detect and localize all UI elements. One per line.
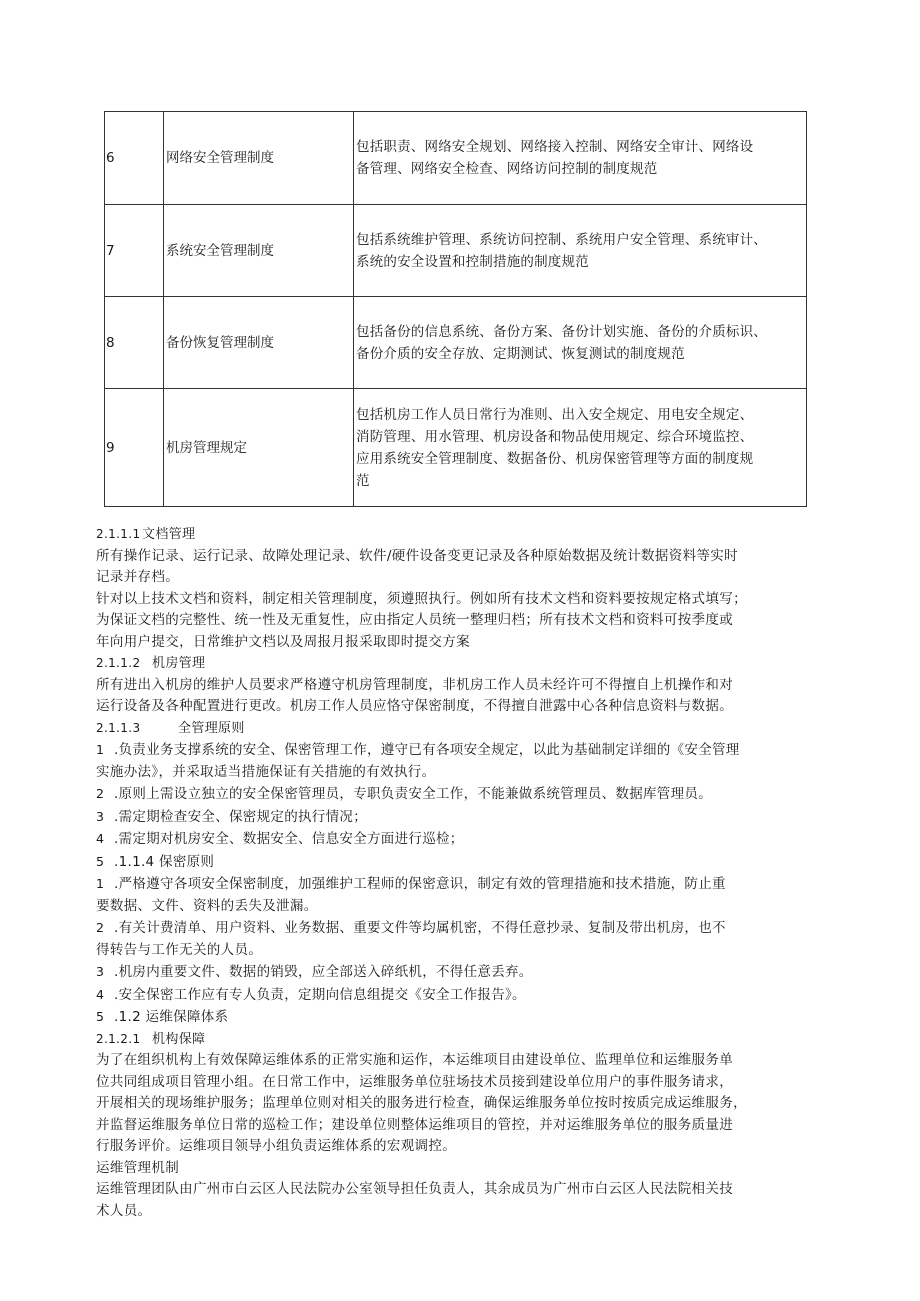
list-item: 4 .安全保密工作应有专人负责，定期向信息组提交《安全工作报告》。 (96, 986, 526, 1003)
row-number: 8 (105, 297, 164, 389)
list-item: 5 .1.1.4 保密原则 (96, 853, 215, 870)
paragraph: 针对以上技术文档和资料，制定相关管理制度，须遵照执行。例如所有技术文档和资料要按规定格式填写； 为保证文档的完整性、统一性及无重复性，应由指定人员统一整理归档；所有技术文档和资料可按季度或 年向用户提交，日常维护文档以及周报月报采取即时提交方案 (96, 590, 747, 650)
section-heading-document-management: 2.1.1.1 文档管理 (96, 527, 196, 542)
system-name: 网络安全管理制度 (164, 112, 354, 205)
row-number: 9 (105, 389, 164, 507)
section-heading-organization: 2.1.2.1 机构保障 (96, 1031, 206, 1047)
list-item: 5 .1.2 运维保障体系 (96, 1009, 229, 1025)
system-name: 机房管理规定 (164, 389, 354, 507)
paragraph: 所有进出入机房的维护人员要求严格遵守机房管理制度，非机房工作人员未经许可不得擅自上机操作和对 运行设备及各种配置进行更改。机房工作人员应恪守保密制度，不得擅自泄露中心各种信息资料与数据。 (96, 676, 734, 714)
list-item: 2 .有关计费清单、用户资料、业务数据、重要文件等均属机密，不得任意抄录、复制及带出机房，也不 得转告与工作无关的人员。 (96, 920, 726, 958)
numbered-list (96, 739, 824, 873)
system-description: 包括职责、网络安全规划、网络接入控制、网络安全审计、网络设 备管理、网络安全检查、网络访问控制的制度规范 (354, 112, 807, 205)
list-item: 2 .原则上需设立独立的安全保密管理员，专职负责安全工作，不能兼做系统管理员、数据库管理员。 (96, 786, 712, 802)
list-item: 1 .严格遵守各项安全保密制度，加强维护工程师的保密意识，制定有效的管理措施和技术措施，防止重 要数据、文件、资料的丢失及泄漏。 (96, 876, 726, 914)
system-name: 备份恢复管理制度 (164, 297, 354, 389)
system-description: 包括备份的信息系统、备份方案、备份计划实施、备份的介质标识、 备份介质的安全存放、定期测试、恢复测试的制度规范 (354, 297, 807, 389)
paragraph: 为了在组织机构上有效保障运维体系的正常实施和运作，本运维项目由建设单位、监理单位和运维服务单 位共同组成项目管理小组。在日常工作中，运维服务单位驻场技术员接到建设单位用户的事件服务请求， 开展相关的现场维护服务；监理单位则对相关的服务进行检查，确保运维服务单位按时按质完成运维服务， 并监督运维服务单位日常的巡检工作；建设单位则整体运维项目的管控，并对运维服务单位的服务质量进 行服务评价。运维项目领导小组负责运维体系的宏观调控。 (96, 1052, 747, 1154)
list-item: 4 .需定期对机房安全、数据安全、信息安全方面进行巡检； (96, 831, 464, 847)
table-row (105, 112, 807, 205)
list-item: 3 .机房内重要文件、数据的销毁，应全部送入碎纸机，不得任意丢弃。 (96, 964, 533, 980)
list-item: 1 .负责业务支撑系统的安全、保密管理工作，遵守已有各项安全规定，以此为基础制定详细的《安全管理 实施办法》，并采取适当措施保证有关措施的有效执行。 (96, 742, 740, 780)
section-heading-machine-room: 2.1.1.2 机房管理 (96, 656, 206, 671)
section-heading-security-principles: 2.1.1.3 全管理原则 (96, 720, 245, 736)
section-heading-ops-mechanism: 运维管理机制 (96, 1159, 180, 1176)
table-row (105, 205, 807, 297)
document-body (96, 524, 824, 1222)
system-name: 系统安全管理制度 (164, 205, 354, 297)
table-row (105, 297, 807, 389)
numbered-list (96, 873, 824, 1029)
row-number: 7 (105, 205, 164, 297)
paragraph: 运维管理团队由广州市白云区人民法院办公室领导担任负责人，其余成员为广州市白云区人民法院相关技 术人员。 (96, 1181, 734, 1219)
management-systems-table (104, 111, 807, 507)
system-description: 包括系统维护管理、系统访问控制、系统用户安全管理、系统审计、 系统的安全设置和控制措施的制度规范 (354, 205, 807, 297)
system-description: 包括机房工作人员日常行为准则、出入安全规定、用电安全规定、 消防管理、用水管理、机房设备和物品使用规定、综合环境监控、 应用系统安全管理制度、数据备份、机房保密管理等方面的制度规 范 (354, 389, 807, 507)
row-number: 6 (105, 112, 164, 205)
list-item: 3 .需定期检查安全、保密规定的执行情况； (96, 808, 367, 825)
table-row (105, 389, 807, 507)
paragraph: 所有操作记录、运行记录、故障处理记录、软件/硬件设备变更记录及各种原始数据及统计数据资料等实时 记录并存档。 (96, 547, 738, 585)
